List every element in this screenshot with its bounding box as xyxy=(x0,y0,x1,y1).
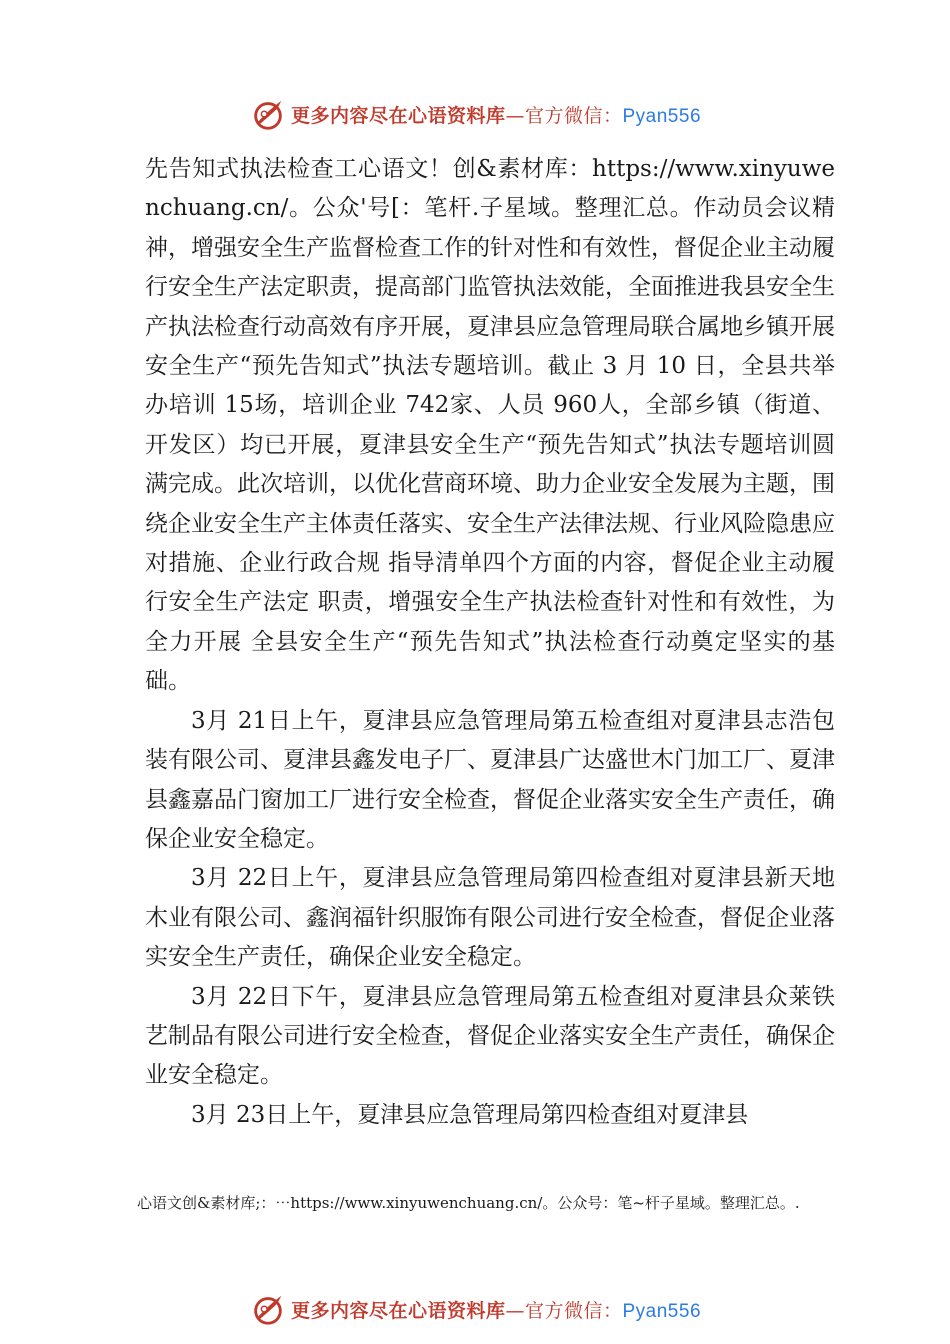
paragraph-2: 3月 21日上午，夏津县应急管理局第五检查组对夏津县志浩包装有限公司、夏津县鑫发电子厂、夏津县广达盛世木门加工厂、夏津县鑫嘉品门窗加工厂进行安全检查，督促企业落实安全生产责任，确保企业安全稳定。 xyxy=(145,707,835,852)
banner-dash: — xyxy=(505,104,525,127)
document-body xyxy=(145,150,835,1135)
banner-site-name: 更多内容尽在心语资料库 xyxy=(290,1299,506,1322)
footer-note: 心语文创&素材库;：⋯https://www.xinyuwenchuang.cn/。公众号：笔~杆子星域。整理汇总。. xyxy=(137,1194,800,1212)
pen-logo-icon xyxy=(249,1290,287,1328)
footer-banner xyxy=(0,1289,950,1329)
banner-official-label: 官方微信： xyxy=(524,104,623,127)
banner-official-label: 官方微信： xyxy=(524,1299,623,1322)
banner-text xyxy=(291,1296,701,1323)
header-banner xyxy=(0,94,950,134)
banner-text xyxy=(291,101,701,128)
banner-wechat-id: Pyan556 xyxy=(622,1300,702,1322)
paragraph-4: 3月 22日下午，夏津县应急管理局第五检查组对夏津县众莱铁艺制品有限公司进行安全检查，督促企业落实安全生产责任，确保企业安全稳定。 xyxy=(145,983,835,1089)
paragraph-5: 3月 23日上午，夏津县应急管理局第四检查组对夏津县 xyxy=(191,1101,749,1128)
pen-logo-icon xyxy=(249,95,287,133)
banner-site-name: 更多内容尽在心语资料库 xyxy=(290,104,506,127)
paragraph-3: 3月 22日上午，夏津县应急管理局第四检查组对夏津县新天地木业有限公司、鑫润福针织服饰有限公司进行安全检查，督促企业落实安全生产责任，确保企业安全稳定。 xyxy=(145,865,835,971)
banner-dash: — xyxy=(505,1299,525,1322)
paragraph-1: 先告知式执法检查工心语文！创&素材库：https://www.xinyuwenchuang.cn/。公众'号[：笔杆.子星域。整理汇总。作动员会议精神，增强安全生产监督检查工作的针对性和有效性，督促企业主动履行安全生产法定职责，提高部门监管执法效能，全面推进我县安全生产执法检查行动高效有序开展，夏津县应急管理局联合属地乡镇开展安全生产“预先告知式”执法专题培训。截止 3 月 10 日，全县共举办培训 15场，培训企业 742家、人员 960人，全部乡镇（街道、开发区）均已开展，夏津县安全生产“预先告知式”执法专题培训圆满完成。此次培训，以优化营商环境、助力企业安全发展为主题，围绕企业安全生产主体责任落实、安全生产法律法规、行业风险隐患应对措施、企业行政合规 指导清单四个方面的内容，督促企业主动履行安全生产法定 职责，增强安全生产执法检查针对性和有效性，为全力开展 全县安全生产“预先告知式”执法检查行动奠定坚实的基础。 xyxy=(145,156,835,695)
banner-wechat-id: Pyan556 xyxy=(622,105,702,127)
